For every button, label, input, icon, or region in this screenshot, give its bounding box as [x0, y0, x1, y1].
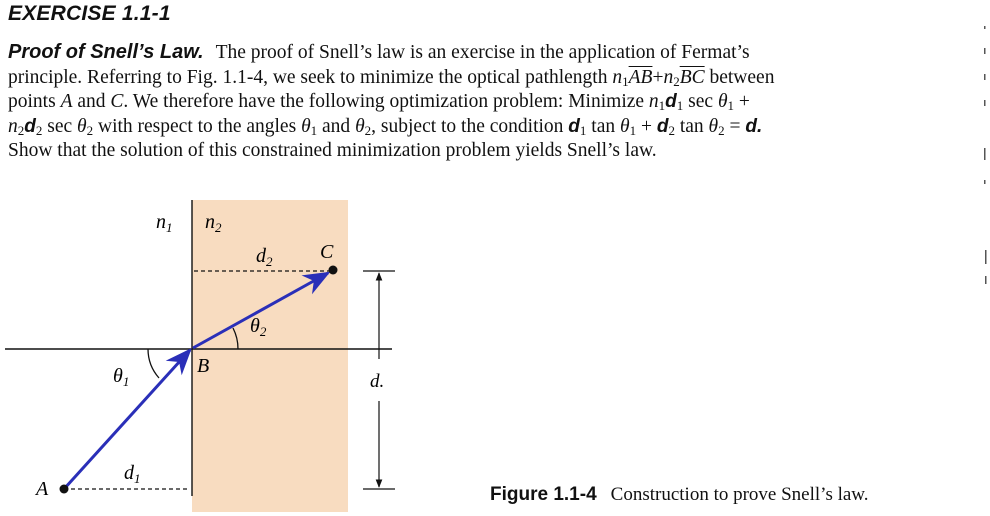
math-sub1: 1 — [676, 98, 684, 113]
body-text-5: Show that the solution of this constrained minimization problem yields Snell’s law. — [8, 140, 657, 161]
math-sub1: 1 — [579, 122, 587, 138]
math-plus: + — [640, 115, 652, 137]
math-tan: tan — [591, 115, 616, 137]
math-plus: + — [652, 66, 664, 88]
math-theta2: θ — [77, 115, 87, 137]
math-theta2: θ — [708, 115, 719, 137]
edge-mark — [984, 26, 986, 29]
math-sub2: 2 — [17, 122, 25, 138]
point-a-label: A — [36, 478, 49, 500]
d-dimension-label: d. — [370, 371, 385, 392]
body-line-3 — [8, 90, 968, 115]
body-line-5 — [8, 139, 968, 164]
math-sub1: 1 — [310, 122, 318, 138]
edge-mark — [984, 148, 986, 160]
math-period: . — [756, 115, 763, 137]
body-text-1: The proof of Snell’s law is an exercise in the application of Fermat’s — [215, 42, 750, 63]
math-ab-overline: $\overline{AB}$ — [628, 66, 653, 88]
math-sub2: 2 — [35, 122, 43, 138]
n2-label: $n_2$ — [205, 211, 222, 235]
edge-mark — [984, 48, 986, 54]
math-theta1: θ — [619, 115, 630, 137]
body-text-3a: points — [8, 91, 61, 112]
theta1-label: $\theta_1$ — [113, 365, 130, 389]
math-plus: + — [738, 91, 750, 112]
figure-caption-text: Construction to prove Snell’s law. — [610, 484, 869, 505]
math-d2: d — [24, 115, 36, 137]
body-text-4c: , subject to the condition — [371, 115, 569, 137]
edge-mark — [984, 74, 986, 80]
math-sec: sec — [688, 91, 714, 112]
math-theta1: θ — [717, 91, 728, 112]
edge-mark — [985, 250, 987, 264]
body-text-4b: and — [317, 115, 356, 137]
edge-mark — [984, 180, 986, 184]
body-line-1 — [8, 40, 968, 66]
exercise-heading: EXERCISE 1.1-1 — [8, 2, 171, 25]
n1-label: $n_1$ — [156, 211, 173, 235]
point-a-dot — [60, 485, 69, 494]
math-equals: = — [729, 115, 741, 137]
math-d1: d — [568, 115, 580, 137]
math-sub1: 1 — [658, 98, 666, 113]
math-sub2: 2 — [86, 122, 94, 138]
math-theta1: θ — [301, 115, 311, 137]
math-n2: n — [663, 66, 674, 88]
math-a: A — [60, 91, 73, 112]
math-n1: n — [648, 91, 659, 112]
math-sec: sec — [47, 115, 73, 137]
body-line-4 — [8, 115, 968, 140]
math-sub1: 1 — [622, 73, 629, 89]
body-line-2 — [8, 66, 968, 91]
snell-law-figure — [0, 196, 420, 516]
body-text-2b: between — [704, 66, 775, 88]
math-sub2: 2 — [718, 122, 725, 138]
runin-title: Proof of Snell’s Law. — [8, 41, 204, 63]
math-c: C — [110, 91, 124, 112]
math-sub2: 2 — [668, 122, 675, 138]
theta1-arc — [148, 349, 159, 378]
figure-number: Figure 1.1-4 — [490, 484, 597, 505]
page-edge-marks — [976, 0, 990, 516]
body-text-4a: with respect to the angles — [93, 115, 302, 137]
d1-label: $d_1$ — [124, 462, 141, 486]
math-sub2: 2 — [364, 122, 372, 138]
exercise-body — [8, 40, 968, 164]
math-d: d — [745, 115, 757, 137]
math-d1: d — [665, 91, 677, 112]
math-d2: d — [656, 115, 669, 137]
math-sub1: 1 — [727, 98, 735, 113]
body-text-3b: and — [72, 91, 111, 112]
theta2-label: $\theta_2$ — [250, 315, 267, 339]
point-c-label: C — [320, 241, 334, 263]
math-sub2: 2 — [673, 73, 680, 89]
body-text-3c: . We therefore have the following optimization problem: Minimize — [123, 91, 649, 112]
math-tan: tan — [679, 115, 704, 137]
math-n1: n — [612, 66, 623, 88]
edge-mark — [985, 276, 987, 284]
math-bc-overline: $\overline{BC}$ — [679, 66, 705, 88]
figure-caption — [490, 484, 869, 506]
math-sub1: 1 — [629, 122, 637, 138]
math-n2: n — [8, 115, 18, 137]
point-b-label: B — [197, 355, 210, 377]
d2-label: $d_2$ — [256, 245, 273, 269]
math-theta2: θ — [355, 115, 365, 137]
edge-mark — [984, 100, 986, 106]
point-c-dot — [329, 266, 338, 275]
body-text-2a: principle. Referring to Fig. 1.1-4, we seek to minimize the optical pathlength — [8, 66, 613, 88]
